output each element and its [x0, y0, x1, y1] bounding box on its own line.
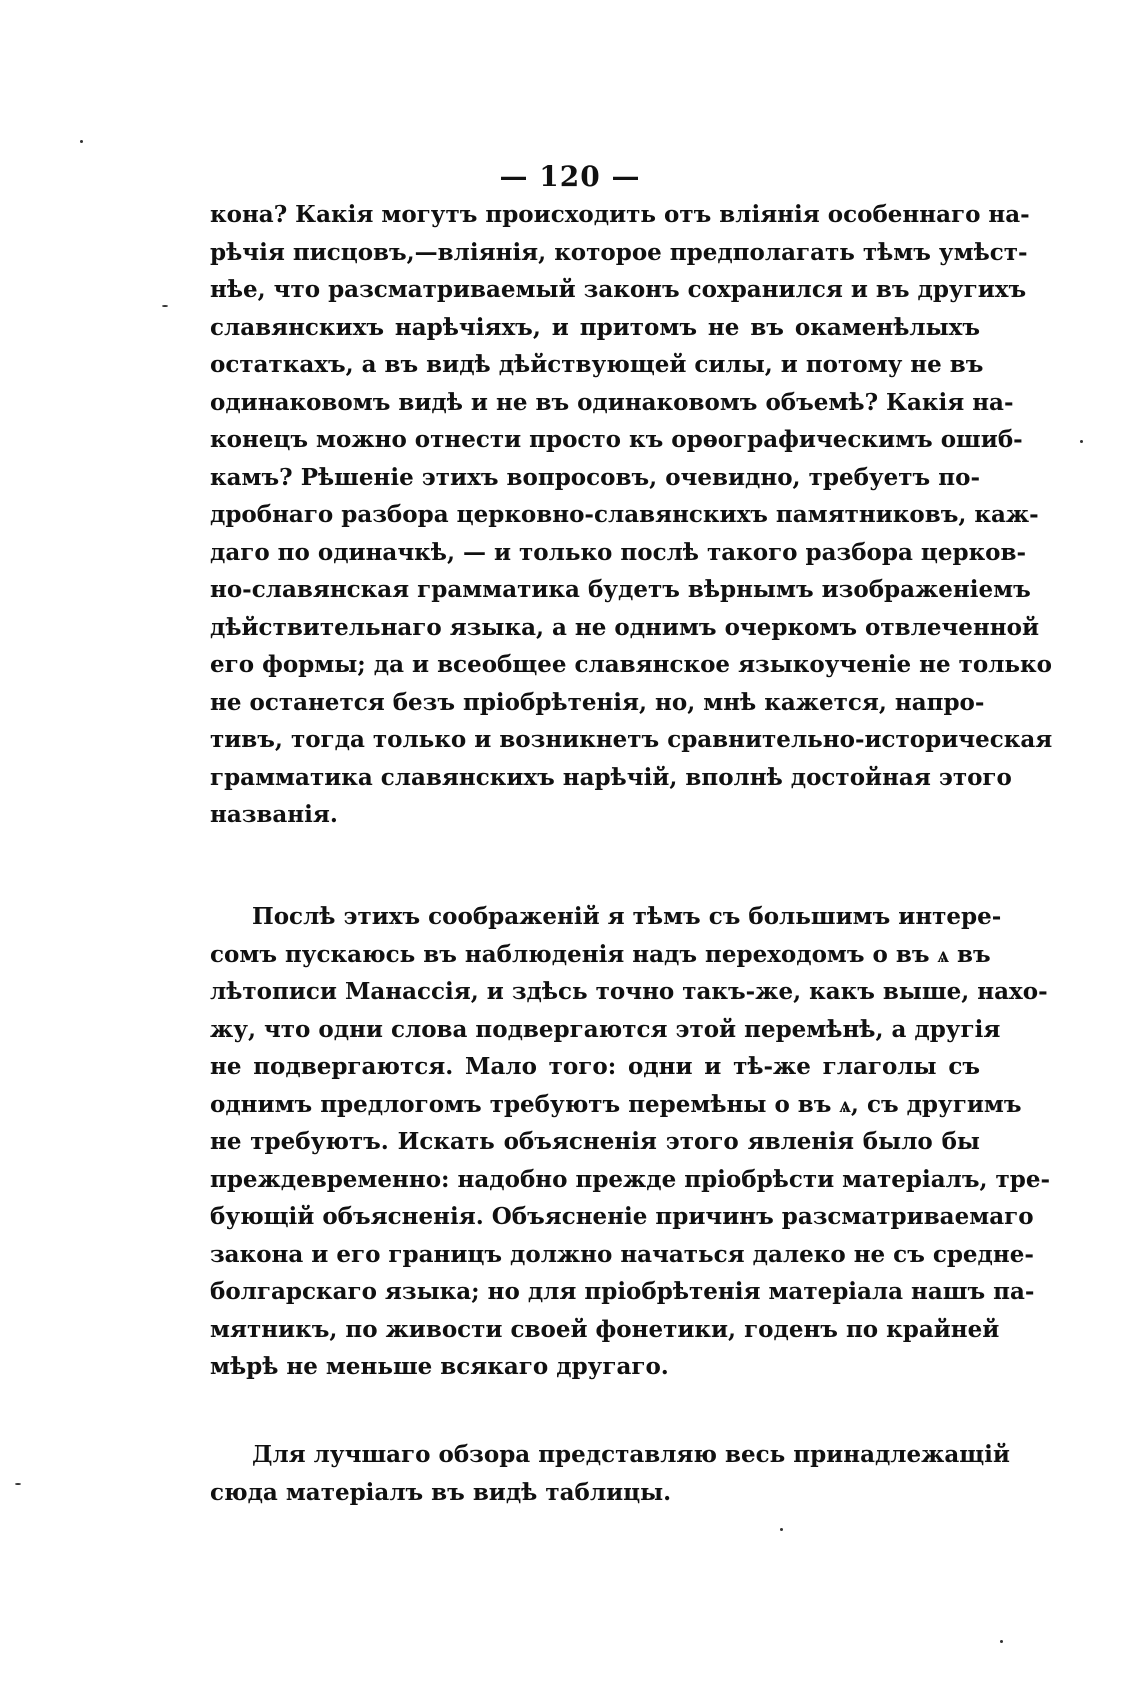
text-line: жу, что одни слова подвергаются этой перемѣнѣ, а другія [210, 1015, 1001, 1043]
text-line: рѣчія писцовъ,—вліянія, которое предполагать тѣмъ умѣст- [210, 238, 1028, 266]
text-line: не останется безъ пріобрѣтенія, но, мнѣ кажется, напро- [210, 688, 985, 716]
scan-speck [780, 1528, 783, 1531]
text-line: бующій объясненія. Объясненіе причинъ разсматриваемаго [210, 1203, 1034, 1230]
paragraph-2 [210, 898, 1051, 1386]
paragraph-3 [210, 1436, 1010, 1511]
text-line: тивъ, тогда только и возникнетъ сравнительно-историческая [210, 726, 1053, 753]
text-line: нѣе, что разсматриваемый законъ сохранился и въ другихъ [210, 276, 1027, 303]
text-line: его формы; да и всеобщее славянское языкоученіе не только [210, 651, 1052, 678]
text-line: кона? Какія могутъ происходить отъ вліянія особеннаго на- [210, 201, 1030, 228]
text-line: сомъ пускаюсь въ наблюденія надъ переходомъ о въ ѧ въ [210, 940, 991, 968]
scan-speck [1080, 440, 1083, 443]
scan-speck [15, 1483, 21, 1485]
text-line: дробнаго разбора церковно-славянскихъ памятниковъ, каж- [210, 501, 1039, 528]
text-line: сюда матеріалъ въ видѣ таблицы. [210, 1478, 672, 1506]
text-line: грамматика славянскихъ нарѣчій, вполнѣ достойная этого [210, 763, 1012, 791]
scan-speck [162, 305, 168, 307]
text-line: камъ? Рѣшеніе этихъ вопросовъ, очевидно, требуетъ по- [210, 463, 980, 491]
text-line: не подвергаются. Мало того: одни и тѣ-же глаголы съ [210, 1053, 980, 1080]
text-line: не требуютъ. Искать объясненія этого явленія было бы [210, 1128, 980, 1155]
text-line: даго по одиначкѣ, — и только послѣ такого разбора церков- [210, 538, 1027, 566]
text-line: остаткахъ, а въ видѣ дѣйствующей силы, и потому не въ [210, 351, 984, 378]
text-line: закона и его границъ должно начаться далеко не съ средне- [210, 1240, 1034, 1268]
text-line: конецъ можно отнести просто къ орѳографическимъ ошиб- [210, 426, 1023, 453]
text-line: славянскихъ нарѣчіяхъ, и притомъ не въ окаменѣлыхъ [210, 313, 980, 341]
text-line: болгарскаго языка; но для пріобрѣтенія матеріала нашъ па- [210, 1278, 1035, 1305]
scan-speck [80, 140, 83, 143]
text-line: мѣрѣ не меньше всякаго другаго. [210, 1353, 669, 1380]
text-line: дѣйствительнаго языка, а не однимъ очеркомъ отвлеченной [210, 613, 1040, 641]
text-line: мятникъ, по живости своей фонетики, годенъ по крайней [210, 1315, 1000, 1343]
text-line: однимъ предлогомъ требуютъ перемѣны о въ ѧ, съ другимъ [210, 1090, 1022, 1118]
page-number: — 120 — [499, 160, 641, 193]
text-line: Для лучшаго обзора представляю весь принадлежащій [252, 1441, 1010, 1468]
text-line: названія. [210, 801, 338, 828]
text-line: одинаковомъ видѣ и не въ одинаковомъ объемѣ? Какія на- [210, 388, 1014, 416]
text-line: Послѣ этихъ соображеній я тѣмъ съ большимъ интере- [252, 903, 1002, 930]
paragraph-1 [210, 196, 1053, 834]
text-line: но-славянская грамматика будетъ вѣрнымъ изображеніемъ [210, 576, 1031, 603]
text-line: лѣтописи Манассія, и здѣсь точно такъ-же, какъ выше, нахо- [210, 978, 1048, 1005]
scan-speck [1000, 1640, 1003, 1643]
text-line: преждевременно: надобно прежде пріобрѣсти матеріалъ, тре- [210, 1165, 1051, 1193]
